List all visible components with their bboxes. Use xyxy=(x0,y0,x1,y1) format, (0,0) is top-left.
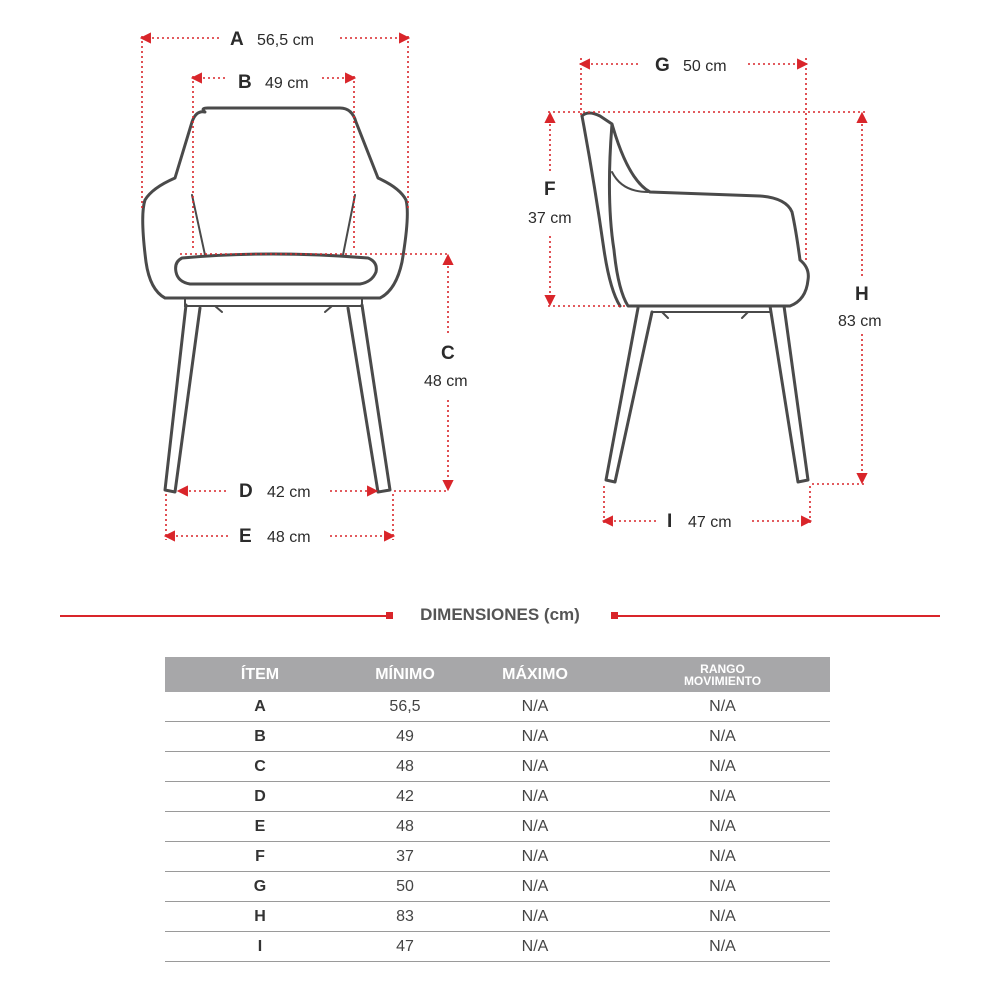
row-item: E xyxy=(165,812,355,842)
row-range: N/A xyxy=(615,842,830,872)
header-max: MÁXIMO xyxy=(455,657,615,692)
dim-g-letter: G xyxy=(655,55,670,76)
chair-front-view xyxy=(143,108,408,492)
section-rule-right xyxy=(618,615,940,617)
row-min: 42 xyxy=(355,782,455,812)
row-max: N/A xyxy=(455,812,615,842)
row-max: N/A xyxy=(455,722,615,752)
dim-g-value: 50 cm xyxy=(683,58,727,75)
dimension-lines xyxy=(142,36,866,540)
row-range: N/A xyxy=(615,872,830,902)
row-min: 83 xyxy=(355,902,455,932)
dim-i-letter: I xyxy=(667,511,673,532)
row-item: A xyxy=(165,692,355,722)
row-range: N/A xyxy=(615,752,830,782)
header-range-line1: RANGO xyxy=(700,661,745,676)
row-max: N/A xyxy=(455,872,615,902)
row-item: I xyxy=(165,932,355,962)
row-min: 48 xyxy=(355,812,455,842)
row-item: G xyxy=(165,872,355,902)
row-max: N/A xyxy=(455,782,615,812)
header-range-line2: MOVIMIENTO xyxy=(683,673,762,688)
dim-c-letter: C xyxy=(441,343,455,364)
table-row xyxy=(165,782,830,812)
table-row xyxy=(165,902,830,932)
row-max: N/A xyxy=(455,842,615,872)
section-marker-right xyxy=(611,612,618,619)
dim-f-letter: F xyxy=(544,179,556,200)
row-max: N/A xyxy=(455,752,615,782)
dim-f-value: 37 cm xyxy=(528,210,572,227)
row-item: F xyxy=(165,842,355,872)
table-row xyxy=(165,722,830,752)
row-max: N/A xyxy=(455,932,615,962)
row-min: 48 xyxy=(355,752,455,782)
header-range xyxy=(615,657,830,692)
dim-b-letter: B xyxy=(238,72,252,93)
table-row xyxy=(165,752,830,782)
row-range: N/A xyxy=(615,902,830,932)
header-item: ÍTEM xyxy=(165,657,355,692)
header-min: MÍNIMO xyxy=(355,657,455,692)
row-item: B xyxy=(165,722,355,752)
dim-b-value: 49 cm xyxy=(265,75,309,92)
dim-a-value: 56,5 cm xyxy=(257,32,314,49)
table-header-row xyxy=(165,657,830,692)
dim-a-letter: A xyxy=(230,29,244,50)
row-range: N/A xyxy=(615,812,830,842)
row-min: 49 xyxy=(355,722,455,752)
table-row xyxy=(165,812,830,842)
dim-d-value: 42 cm xyxy=(267,484,311,501)
row-min: 56,5 xyxy=(355,692,455,722)
row-max: N/A xyxy=(455,902,615,932)
row-item: D xyxy=(165,782,355,812)
row-range: N/A xyxy=(615,932,830,962)
chair-side-view xyxy=(582,113,808,482)
table-row xyxy=(165,932,830,962)
dimensions-table xyxy=(165,657,830,962)
table-row xyxy=(165,842,830,872)
dim-e-letter: E xyxy=(239,526,252,547)
dim-h-value: 83 cm xyxy=(838,313,882,330)
section-header xyxy=(60,600,940,634)
row-range: N/A xyxy=(615,692,830,722)
row-min: 37 xyxy=(355,842,455,872)
dim-i-value: 47 cm xyxy=(688,514,732,531)
row-min: 50 xyxy=(355,872,455,902)
table-row xyxy=(165,692,830,722)
dim-e-value: 48 cm xyxy=(267,529,311,546)
row-min: 47 xyxy=(355,932,455,962)
row-item: H xyxy=(165,902,355,932)
dim-h-letter: H xyxy=(855,284,869,305)
dim-d-letter: D xyxy=(239,481,253,502)
table-row xyxy=(165,872,830,902)
dim-c-value: 48 cm xyxy=(424,373,468,390)
section-title: DIMENSIONES (cm) xyxy=(420,605,580,624)
row-max: N/A xyxy=(455,692,615,722)
row-range: N/A xyxy=(615,722,830,752)
row-item: C xyxy=(165,752,355,782)
row-range: N/A xyxy=(615,782,830,812)
